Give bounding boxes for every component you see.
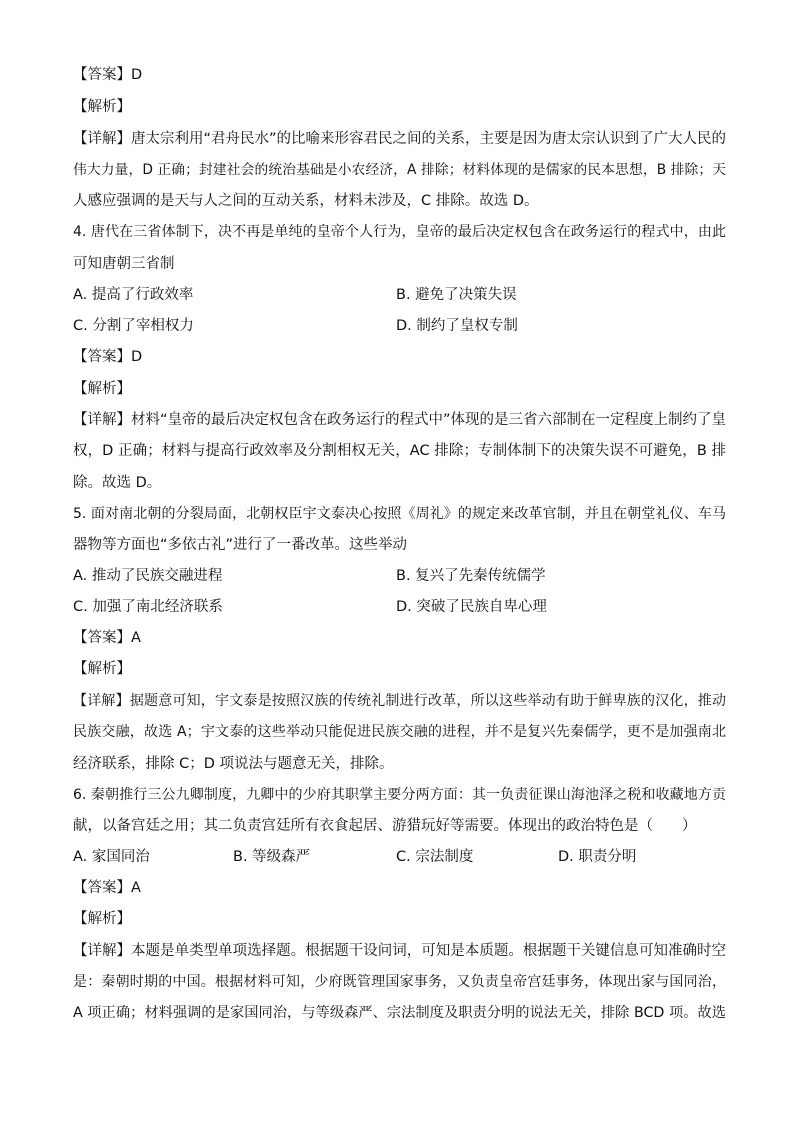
- q5-detail-line-1: [73, 692, 726, 710]
- detail-label: 【详解】: [73, 943, 132, 959]
- q3-detail-line-1: [73, 130, 726, 148]
- q6-option-c: C. 宗法制度: [396, 849, 474, 865]
- q6-stem-line-2: 献，以备宫廷之用；其二负责宫廷所有衣食起居、游猎玩好等需要。体现出的政治特色是（ ）: [73, 818, 697, 834]
- q6-detail-line-3: A 项正确；材料强调的是家国同治，与等级森严、宗法制度及职责分明的说法无关，排除 BCD 项。故选: [73, 1005, 726, 1021]
- q3-detail-line-3: 人感应强调的是天与人之间的互动关系，材料未涉及，C 排除。故选 D。: [73, 193, 539, 209]
- q5-stem-line-1: 5. 面对南北朝的分裂局面，北朝权臣宇文泰决心按照《周礼》的规定来改革官制，并且在朝堂礼仪、车马: [73, 506, 726, 522]
- q4-option-c: C. 分割了宰相权力: [73, 318, 194, 334]
- q6-option-a: A. 家国同治: [73, 849, 150, 865]
- q6-detail-line-2: 是：秦朝时期的中国。根据材料可知，少府既管理国家事务，又负责皇帝宫廷事务，体现出家与国同治，: [73, 974, 726, 990]
- answer-label: 【答案】: [73, 349, 131, 365]
- q4-option-a: A. 提高了行政效率: [73, 287, 194, 303]
- answer-label: 【答案】: [73, 880, 131, 896]
- q5-analysis-label: 【解析】: [73, 661, 131, 677]
- q3-detail-line-2: 伟大力量，D 正确；封建社会的统治基础是小农经济，A 排除；材料体现的是儒家的民本思想，B 排除；天: [73, 162, 726, 178]
- q5-option-d: D. 突破了民族自卑心理: [396, 599, 547, 615]
- q6-analysis-label: 【解析】: [73, 911, 131, 927]
- q4-detail-line-2: 权，D 正确；材料与提高行政效率及分割相权无关，AC 排除；专制体制下的决策失误不可避免，B 排: [73, 443, 726, 459]
- q4-answer: [73, 348, 726, 366]
- detail-label: 【详解】: [73, 412, 131, 428]
- q4-stem-line-1: 4. 唐代在三省体制下，决不再是单纯的皇帝个人行为，皇帝的最后决定权包含在政务运行的程式中，由此: [73, 224, 726, 240]
- q4-stem-line-2: 可知唐朝三省制: [73, 256, 175, 272]
- q6-stem-line-1: 6. 秦朝推行三公九卿制度，九卿中的少府其职掌主要分两方面：其一负责征课山海池泽之税和收藏地方贡: [73, 787, 726, 803]
- q5-option-c: C. 加强了南北经济联系: [73, 599, 223, 615]
- detail-text: 唐太宗利用“君舟民水”的比喻来形容君民之间的关系，主要是因为唐太宗认识到了广大人民的: [131, 131, 727, 147]
- detail-text: 本题是单类型单项选择题。根据题干设问词，可知是本质题。根据题干关键信息可知准确时空: [131, 943, 726, 959]
- q4-detail-line-3: 除。故选 D。: [73, 475, 162, 491]
- q6-option-b: B. 等级森严: [233, 849, 311, 865]
- detail-text: 材料“皇帝的最后决定权包含在政务运行的程式中”体现的是三省六部制在一定程度上制约了皇: [131, 412, 727, 428]
- detail-text: 据题意可知，宇文泰是按照汉族的传统礼制进行改革，所以这些举动有助于鲜卑族的汉化，推动: [129, 693, 727, 709]
- detail-label: 【详解】: [73, 131, 131, 147]
- detail-label: 【详解】: [73, 693, 130, 709]
- q6-option-d: D. 职责分明: [558, 849, 637, 865]
- q4-analysis-label: 【解析】: [73, 381, 131, 397]
- q6-detail-line-1: [73, 942, 726, 960]
- q5-option-b: B. 复兴了先秦传统儒学: [396, 568, 546, 584]
- q5-detail-line-2: 民族交融，故选 A；宇文泰的这些举动只能促进民族交融的进程，并不是复兴先秦儒学，更不是加强南北: [73, 724, 726, 740]
- q4-option-d: D. 制约了皇权专制: [396, 318, 518, 334]
- answer-value: D: [131, 67, 143, 83]
- answer-value: A: [131, 630, 141, 646]
- answer-value: A: [131, 880, 141, 896]
- q5-answer: [73, 629, 726, 647]
- q5-detail-line-3: 经济联系，排除 C；D 项说法与题意无关，排除。: [73, 756, 394, 772]
- q3-answer: [73, 66, 726, 84]
- q4-option-b: B. 避免了决策失误: [396, 287, 517, 303]
- q3-analysis-label: 【解析】: [73, 99, 131, 115]
- answer-value: D: [131, 349, 143, 365]
- q5-option-a: A. 推动了民族交融进程: [73, 568, 223, 584]
- answer-label: 【答案】: [73, 630, 131, 646]
- q5-stem-line-2: 器物等方面也“多依古礼”进行了一番改革。这些举动: [73, 537, 408, 553]
- q4-detail-line-1: [73, 411, 726, 429]
- q6-answer: [73, 879, 726, 897]
- answer-label: 【答案】: [73, 67, 131, 83]
